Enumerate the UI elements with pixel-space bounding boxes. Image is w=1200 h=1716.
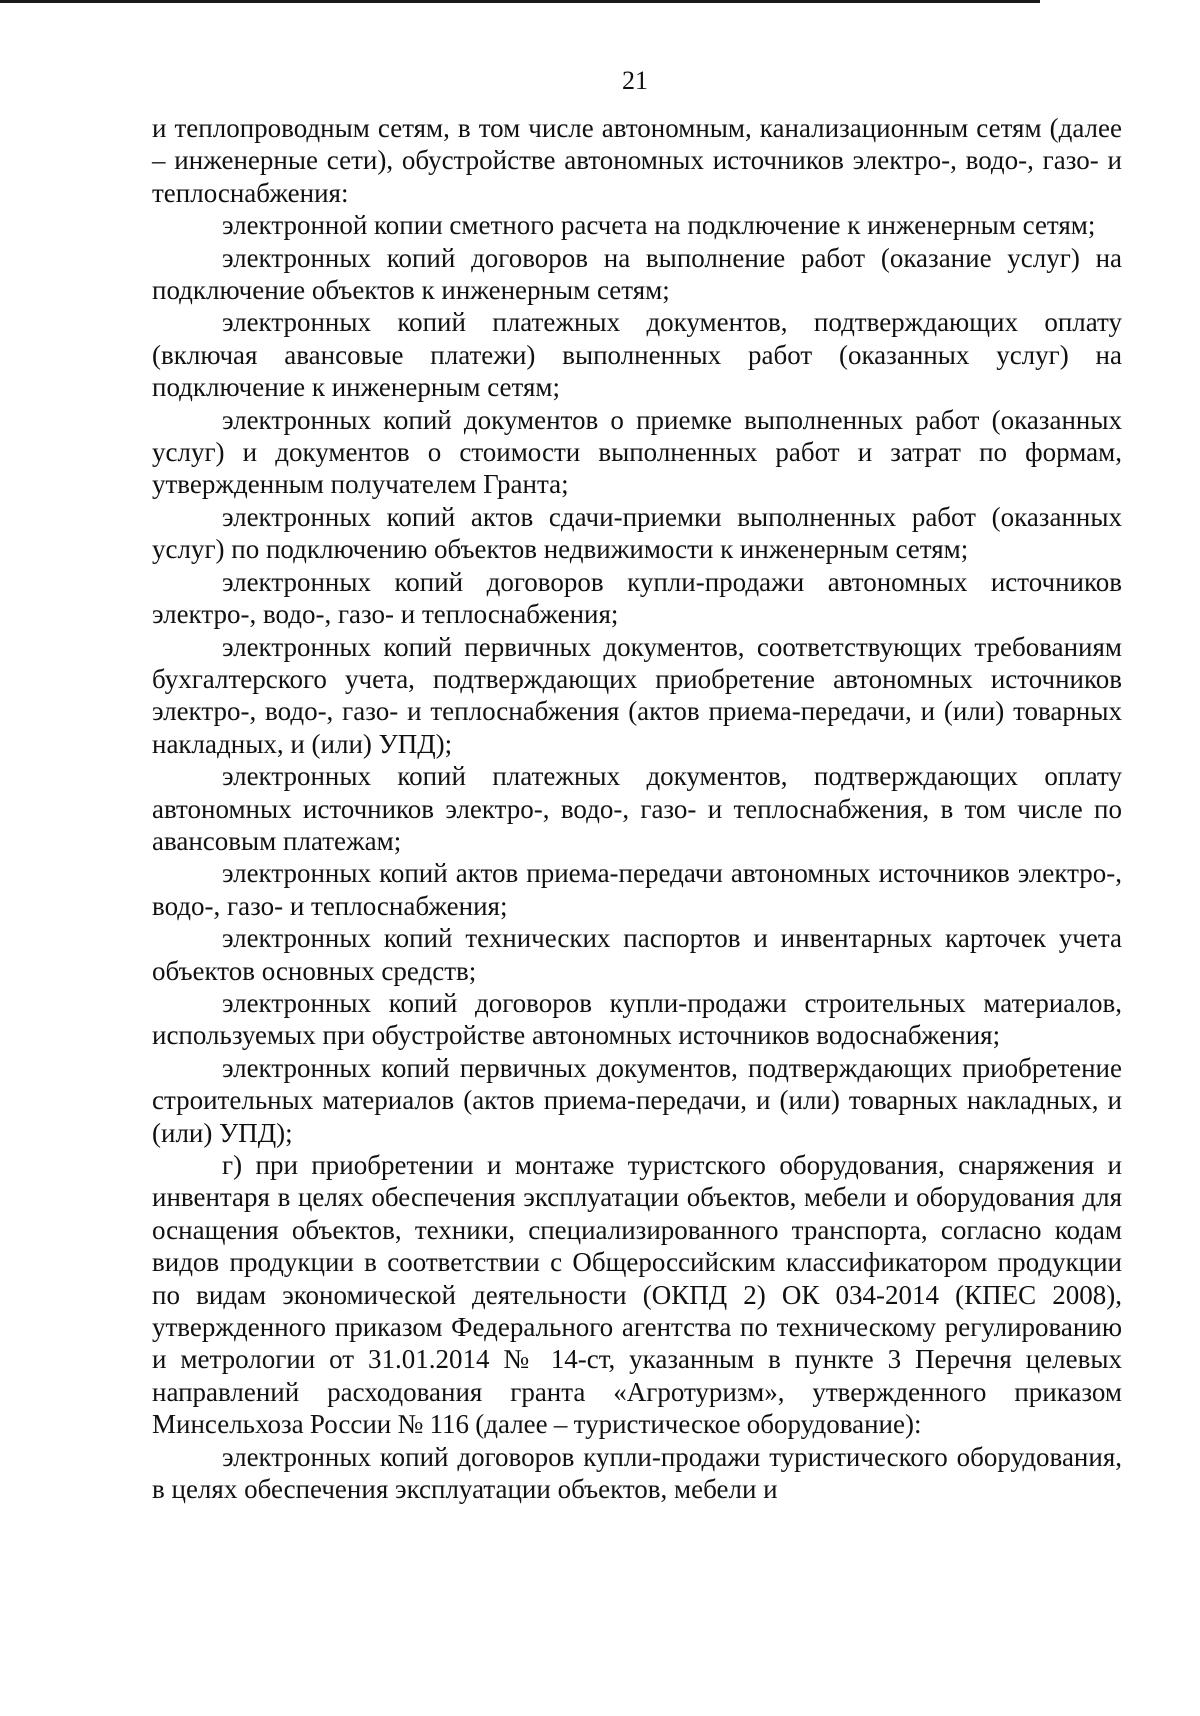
- paragraph-item-g: г) при приобретении и монтаже туристского оборудования, снаряжения и инвентаря в целях обеспечения эксплуатации объектов, мебели и оборудования для оснащения объектов, техники, специализированного транспорта, согласно кодам видов продукции в соответствии с Общероссийским классификатором продукции по видам экономической деятельности (ОКПД 2) ОК 034-2014 (КПЕС 2008), утвержденного приказом Федерального агентства по техническому регулированию и метрологии от 31.01.2014 № 14-ст, указанным в пункте 3 Перечня целевых направлений расходования гранта «Агротуризм», утвержденного приказом Минсельхоза России № 116 (далее – туристическое оборудование):: [152, 1150, 1122, 1440]
- paragraph-payment-documents: электронных копий платежных документов, подтверждающих оплату (включая авансовые платежи) выполненных работ (оказанных услуг) на подключение к инженерным сетям;: [152, 307, 1122, 403]
- paragraph-acceptance-acts: электронных копий актов сдачи-приемки выполненных работ (оказанных услуг) по подключению объектов недвижимости к инженерным сетям;: [152, 501, 1122, 565]
- page-number: 21: [622, 66, 648, 95]
- paragraph-payment-sources: электронных копий платежных документов, подтверждающих оплату автономных источников электро-, водо-, газо- и теплоснабжения, в том числе по авансовым платежам;: [152, 761, 1122, 856]
- paragraph-work-contracts: электронных копий договоров на выполнение работ (оказание услуг) на подключение объектов к инженерным сетям;: [152, 242, 1122, 306]
- paragraph-transfer-acts: электронных копий актов приема-передачи автономных источников электро-, водо-, газо- и теплоснабжения;: [152, 858, 1122, 921]
- paragraph-continuation: и теплопроводным сетям, в том числе автономным, канализационным сетям (далее – инженерные сети), обустройстве автономных источников электро-, водо-, газо- и теплоснабжения:: [152, 113, 1122, 208]
- paragraph-technical-passports: электронных копий технических паспортов и инвентарных карточек учета объектов основных средств;: [152, 923, 1122, 986]
- paragraph-estimate-copy: электронной копии сметного расчета на подключение к инженерным сетям;: [222, 210, 1096, 241]
- document-body: [152, 112, 1122, 1505]
- paragraph-material-primary-documents: электронных копий первичных документов, подтверждающих приобретение строительных материалов (актов приема-передачи, и (или) товарных накладных, и (или) УПД);: [152, 1052, 1122, 1148]
- scan-top-border: [0, 0, 1040, 3]
- paragraph-purchase-contracts: электронных копий договоров купли-продажи автономных источников электро-, водо-, газо- и теплоснабжения;: [152, 566, 1122, 630]
- paragraph-acceptance-documents: электронных копий документов о приемке выполненных работ (оказанных услуг) и документов о стоимости выполненных работ и затрат по формам, утвержденным получателем Гранта;: [152, 404, 1122, 500]
- paragraph-primary-documents: электронных копий первичных документов, соответствующих требованиям бухгалтерского учета, подтверждающих приобретение автономных источников электро-, водо-, газо- и теплоснабжения (актов приема-передачи, и (или) товарных накладных, и (или) УПД);: [152, 631, 1122, 759]
- paragraph-equipment-contracts: электронных копий договоров купли-продажи туристического оборудования, в целях обеспечения эксплуатации объектов, мебели и: [152, 1441, 1122, 1505]
- paragraph-material-contracts: электронных копий договоров купли-продажи строительных материалов, используемых при обустройстве автономных источников водоснабжения;: [152, 987, 1122, 1051]
